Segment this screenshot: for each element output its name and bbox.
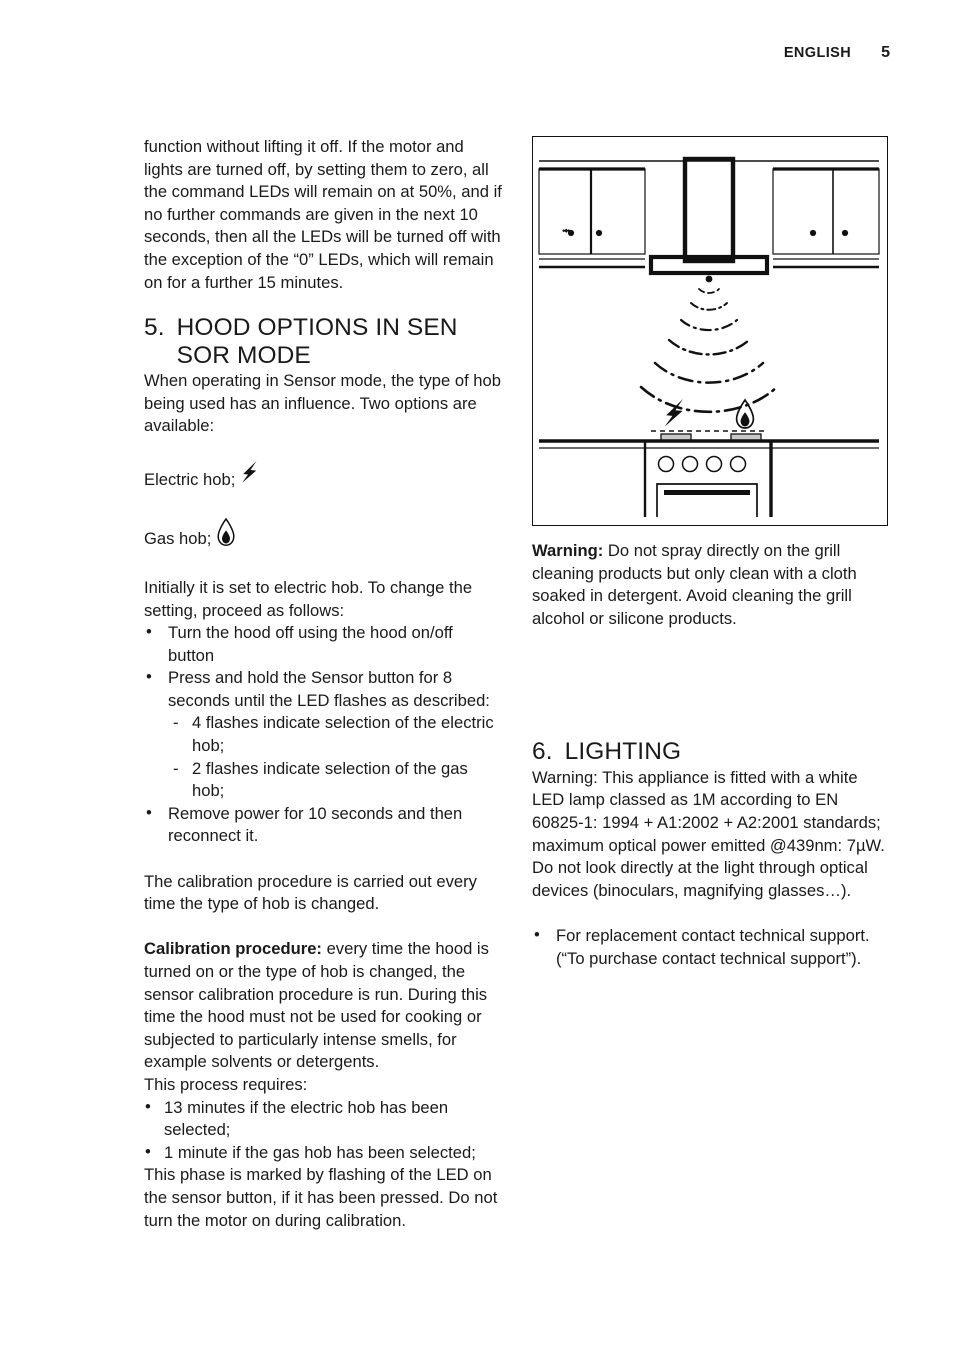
grill-warning-body: Do not spray directly on the grill cleaning products but only clean with a cloth soaked in detergent. Avoid cleaning the grill alcohol or silicone products. bbox=[532, 541, 857, 628]
cooker-hood-chimney bbox=[685, 159, 733, 261]
section-5-title-line2: SOR MODE bbox=[176, 341, 311, 369]
wall-cabinet-left bbox=[539, 169, 645, 267]
kitchen-hood-sensor-illustration bbox=[532, 136, 888, 526]
page-number: 5 bbox=[881, 44, 890, 61]
spacer bbox=[144, 495, 502, 518]
oven-knob bbox=[707, 457, 722, 472]
grill-warning-heading: Warning: bbox=[532, 541, 604, 560]
cabinet-handle-left-door bbox=[562, 229, 602, 236]
flash-substeps bbox=[170, 712, 502, 802]
calibration-procedure-paragraph bbox=[144, 938, 502, 1074]
calibration-procedure-body: every time the hood is turned on or the type of hob is changed, the sensor calibration procedure is run. During this time the hood must not be used for cooking or subjected to particularly intense smells, for example solvents or detergents. bbox=[144, 939, 489, 1072]
section-6-title: LIGHTING bbox=[564, 738, 682, 766]
oven-knob bbox=[683, 457, 698, 472]
wall-cabinet-right bbox=[773, 169, 879, 267]
section-5-title bbox=[177, 314, 502, 369]
spacer bbox=[144, 554, 502, 577]
process-requires-list bbox=[144, 1097, 502, 1165]
section-5-closing: This phase is marked by flashing of the LED on the sensor button, if it has been pressed. Do not turn the motor on during calibration. bbox=[144, 1165, 498, 1230]
section-5-number: 5. bbox=[144, 314, 165, 342]
section-5-title-line1: HOOD OPTIONS IN SEN bbox=[176, 314, 458, 342]
oven-door-handle bbox=[664, 490, 750, 495]
oven-door bbox=[657, 484, 757, 517]
oven-knob bbox=[731, 457, 746, 472]
right-column bbox=[532, 136, 890, 1232]
gas-hob-line bbox=[144, 518, 502, 555]
spacer bbox=[144, 848, 502, 871]
calibration-note: The calibration procedure is carried out every time the type of hob is changed. bbox=[144, 871, 477, 914]
spacer bbox=[144, 916, 502, 939]
list-item: • Turn the hood off using the hood on/off button bbox=[144, 622, 502, 667]
list-item: • 13 minutes if the electric hob has been selected; bbox=[144, 1097, 502, 1142]
lightning-bolt-icon bbox=[239, 461, 261, 496]
hob-cooktop bbox=[539, 431, 879, 448]
spacer bbox=[144, 438, 502, 461]
section-6-number: 6. bbox=[532, 738, 553, 766]
gas-hob-label: Gas hob; bbox=[144, 528, 212, 548]
section-6-bullets bbox=[532, 925, 890, 970]
sensor-origin-dot bbox=[706, 276, 713, 283]
list-item: • For replacement contact technical support. (“To purchase contact technical support”). bbox=[532, 925, 890, 970]
list-item: - 4 flashes indicate selection of the electric hob; bbox=[170, 712, 502, 757]
left-column bbox=[144, 136, 502, 1232]
section-6-body: Warning: This appliance is fitted with a white LED lamp classed as 1M according to EN 60825-1: 1994 + A1:2002 + A2:2001 standards; maximum optical power emitted @439nm: 7µW. Do not look directly at the light through optical devices (binoculars, magnifying glasses…). bbox=[532, 767, 885, 900]
change-setting-intro: Initially it is set to electric hob. To change the setting, proceed as follows: bbox=[144, 577, 473, 620]
oven bbox=[645, 441, 771, 517]
header-language: ENGLISH bbox=[783, 45, 852, 61]
flame-icon bbox=[215, 518, 237, 555]
page-body bbox=[144, 136, 890, 1232]
electric-hob-line bbox=[144, 461, 502, 496]
spacer bbox=[532, 902, 890, 925]
process-requires-intro: This process requires: bbox=[144, 1074, 308, 1094]
final-step-list bbox=[144, 803, 502, 848]
section-5-heading bbox=[144, 314, 502, 369]
oven-knob bbox=[659, 457, 674, 472]
change-setting-steps bbox=[144, 622, 502, 712]
calibration-procedure-heading: Calibration procedure: bbox=[144, 939, 322, 959]
section-6-heading bbox=[532, 738, 890, 766]
cabinet-handle-right-door bbox=[810, 230, 848, 236]
list-item: - 2 flashes indicate selection of the gas hob; bbox=[170, 758, 502, 803]
flame-icon bbox=[737, 400, 754, 428]
list-item: • Press and hold the Sensor button for 8 seconds until the LED flashes as described: bbox=[144, 667, 502, 712]
sensor-wave-arcs bbox=[641, 276, 777, 412]
illustration-svg bbox=[533, 137, 885, 523]
page-running-header bbox=[784, 44, 890, 62]
spacer bbox=[532, 630, 890, 718]
intro-paragraph: function without lifting it off. If the motor and lights are turned off, by setting them to zero, all the command LEDs will remain on at 50%, and if no further commands are given in the next 10 seconds, then all the LEDs will be turned off with the exception of the “0” LEDs, which will remain on for a further 15 minutes. bbox=[144, 137, 502, 292]
cooker-hood bbox=[651, 159, 767, 273]
grill-warning bbox=[532, 540, 890, 630]
oven-knobs bbox=[659, 457, 746, 472]
section-5-intro: When operating in Sensor mode, the type of hob being used has an influence. Two options are available: bbox=[144, 371, 501, 436]
list-item: • Remove power for 10 seconds and then reconnect it. bbox=[144, 803, 502, 848]
list-item: • 1 minute if the gas hob has been selected; bbox=[144, 1142, 502, 1165]
electric-hob-label: Electric hob; bbox=[144, 469, 236, 489]
